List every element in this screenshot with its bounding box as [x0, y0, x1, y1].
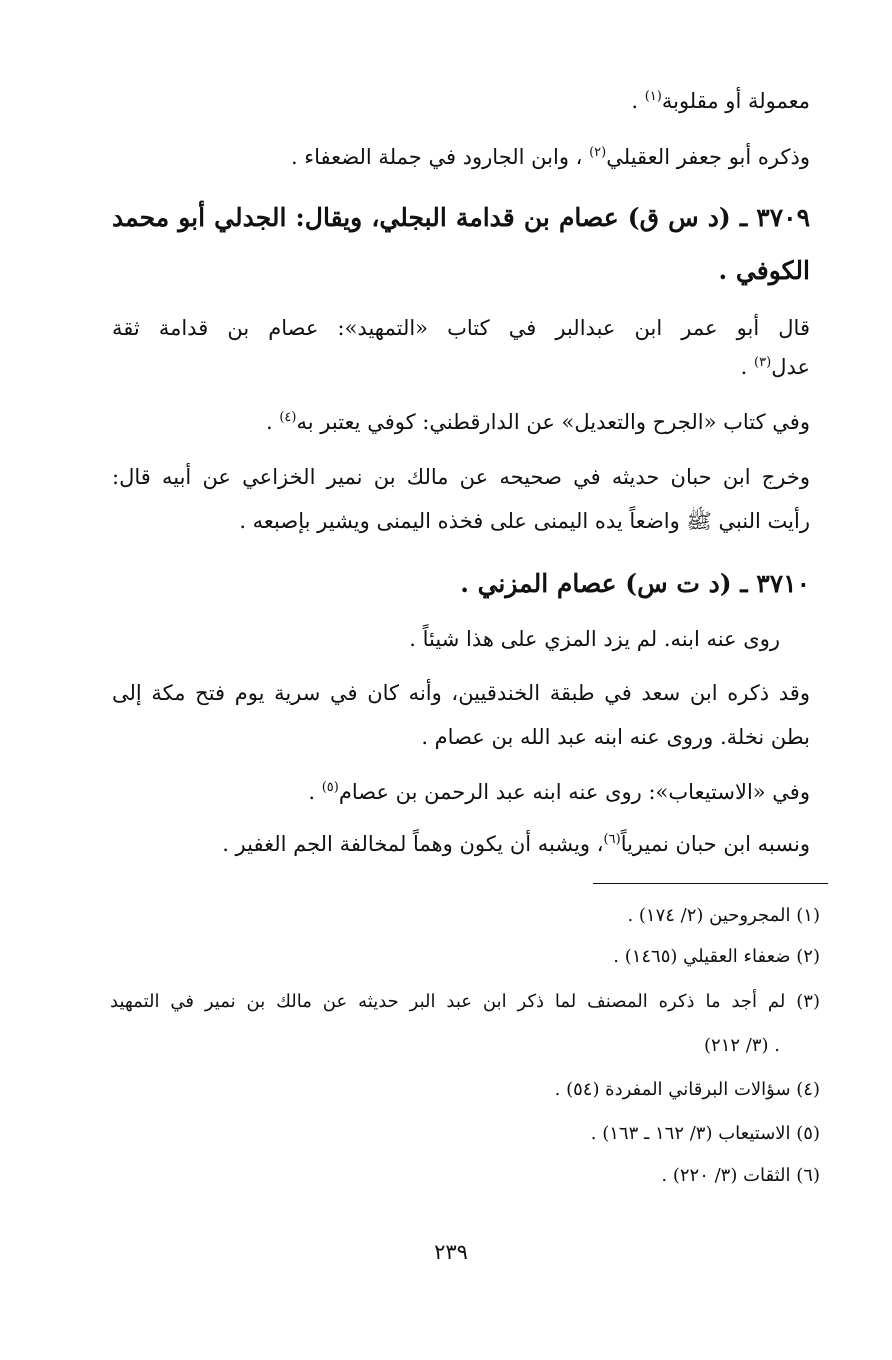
footnote-separator: [593, 883, 828, 884]
paragraph-6: روى عنه ابنه. لم يزد المزي على هذا شيئاً .: [409, 627, 780, 651]
entry-3709-heading-line-2: الكوفي .: [718, 256, 810, 285]
entry-3709-heading-line-1: ٣٧٠٩ ـ (د س ق) عصام بن قدامة البجلي، ويقال: الجدلي أبو محمد: [112, 203, 810, 232]
footnote-ref-1: (١): [644, 89, 662, 104]
footnote-1: (١) المجروحين (٢/ ١٧٤) .: [627, 905, 820, 926]
footnote-ref-5: (٥): [321, 780, 339, 795]
paragraph-text: وفي «الاستيعاب»: روى عنه ابنه عبد الرحمن بن عصام: [338, 780, 810, 804]
footnote-4: (٤) سؤالات البرقاني المفردة (٥٤) .: [554, 1079, 820, 1100]
paragraph-text-continued: ، ويشبه أن يكون وهماً لمخالفة الجم الغفير .: [222, 832, 604, 856]
footnote-3-continued: (٣/ ٢١٢) .: [704, 1035, 780, 1056]
paragraph-5-line-1: وخرج ابن حبان حديثه في صحيحه عن مالك بن نمير الخزاعي عن أبيه قال:: [112, 465, 810, 489]
paragraph-8: [308, 777, 810, 807]
footnote-6: (٦) الثقات (٣/ ٢٢٠) .: [661, 1165, 820, 1186]
footnote-2: (٢) ضعفاء العقيلي (١٤٦٥) .: [613, 946, 820, 967]
paragraph-end: .: [308, 780, 322, 804]
footnote-ref-4: (٤): [279, 410, 297, 425]
paragraph-text: ونسبه ابن حبان نميرياً: [620, 832, 810, 856]
paragraph-7-line-1: وقد ذكره ابن سعد في طبقة الخندقيين، وأنه كان في سرية يوم فتح مكة إلى: [112, 681, 810, 705]
paragraph-1: [631, 86, 810, 116]
paragraph-end: .: [265, 410, 280, 434]
entry-3710-heading: ٣٧١٠ ـ (د ت س) عصام المزني .: [460, 569, 810, 598]
paragraph-end: .: [631, 89, 645, 113]
footnote-5: (٥) الاستيعاب (٣/ ١٦٢ ـ ١٦٣) .: [590, 1123, 820, 1144]
footnote-ref-2: (٢): [589, 145, 607, 160]
paragraph-3-line-2: [741, 352, 810, 382]
paragraph-text-continued: ، وابن الجارود في جملة الضعفاء .: [290, 145, 590, 169]
footnote-ref-6: (٦): [603, 832, 621, 847]
footnote-ref-3: (٣): [754, 355, 772, 370]
paragraph-text: وذكره أبو جعفر العقيلي: [606, 145, 810, 169]
paragraph-7-line-2: بطن نخلة. وروى عنه ابنه عبد الله بن عصام .: [421, 725, 810, 749]
page-number: ٢٣٩: [434, 1240, 468, 1264]
paragraph-2: [291, 142, 810, 172]
paragraph-text: معمولة أو مقلوبة: [661, 89, 810, 113]
paragraph-text: وفي كتاب «الجرح والتعديل» عن الدارقطني: كوفي يعتبر به: [296, 410, 810, 434]
paragraph-end: .: [740, 355, 755, 379]
paragraph-text: عدل: [771, 355, 810, 379]
footnote-3: (٣) لم أجد ما ذكره المصنف لما ذكر ابن عبد البر حديثه عن مالك بن نمير في التمهيد: [110, 991, 820, 1012]
paragraph-5-line-2: رأيت النبي ﷺ واضعاً يده اليمنى على فخذه اليمنى ويشير بإصبعه .: [239, 509, 810, 533]
paragraph-9: [222, 829, 810, 859]
paragraph-4: [266, 407, 810, 437]
paragraph-3-line-1: قال أبو عمر ابن عبدالبر في كتاب «التمهيد»: عصام بن قدامة ثقة: [112, 316, 810, 340]
